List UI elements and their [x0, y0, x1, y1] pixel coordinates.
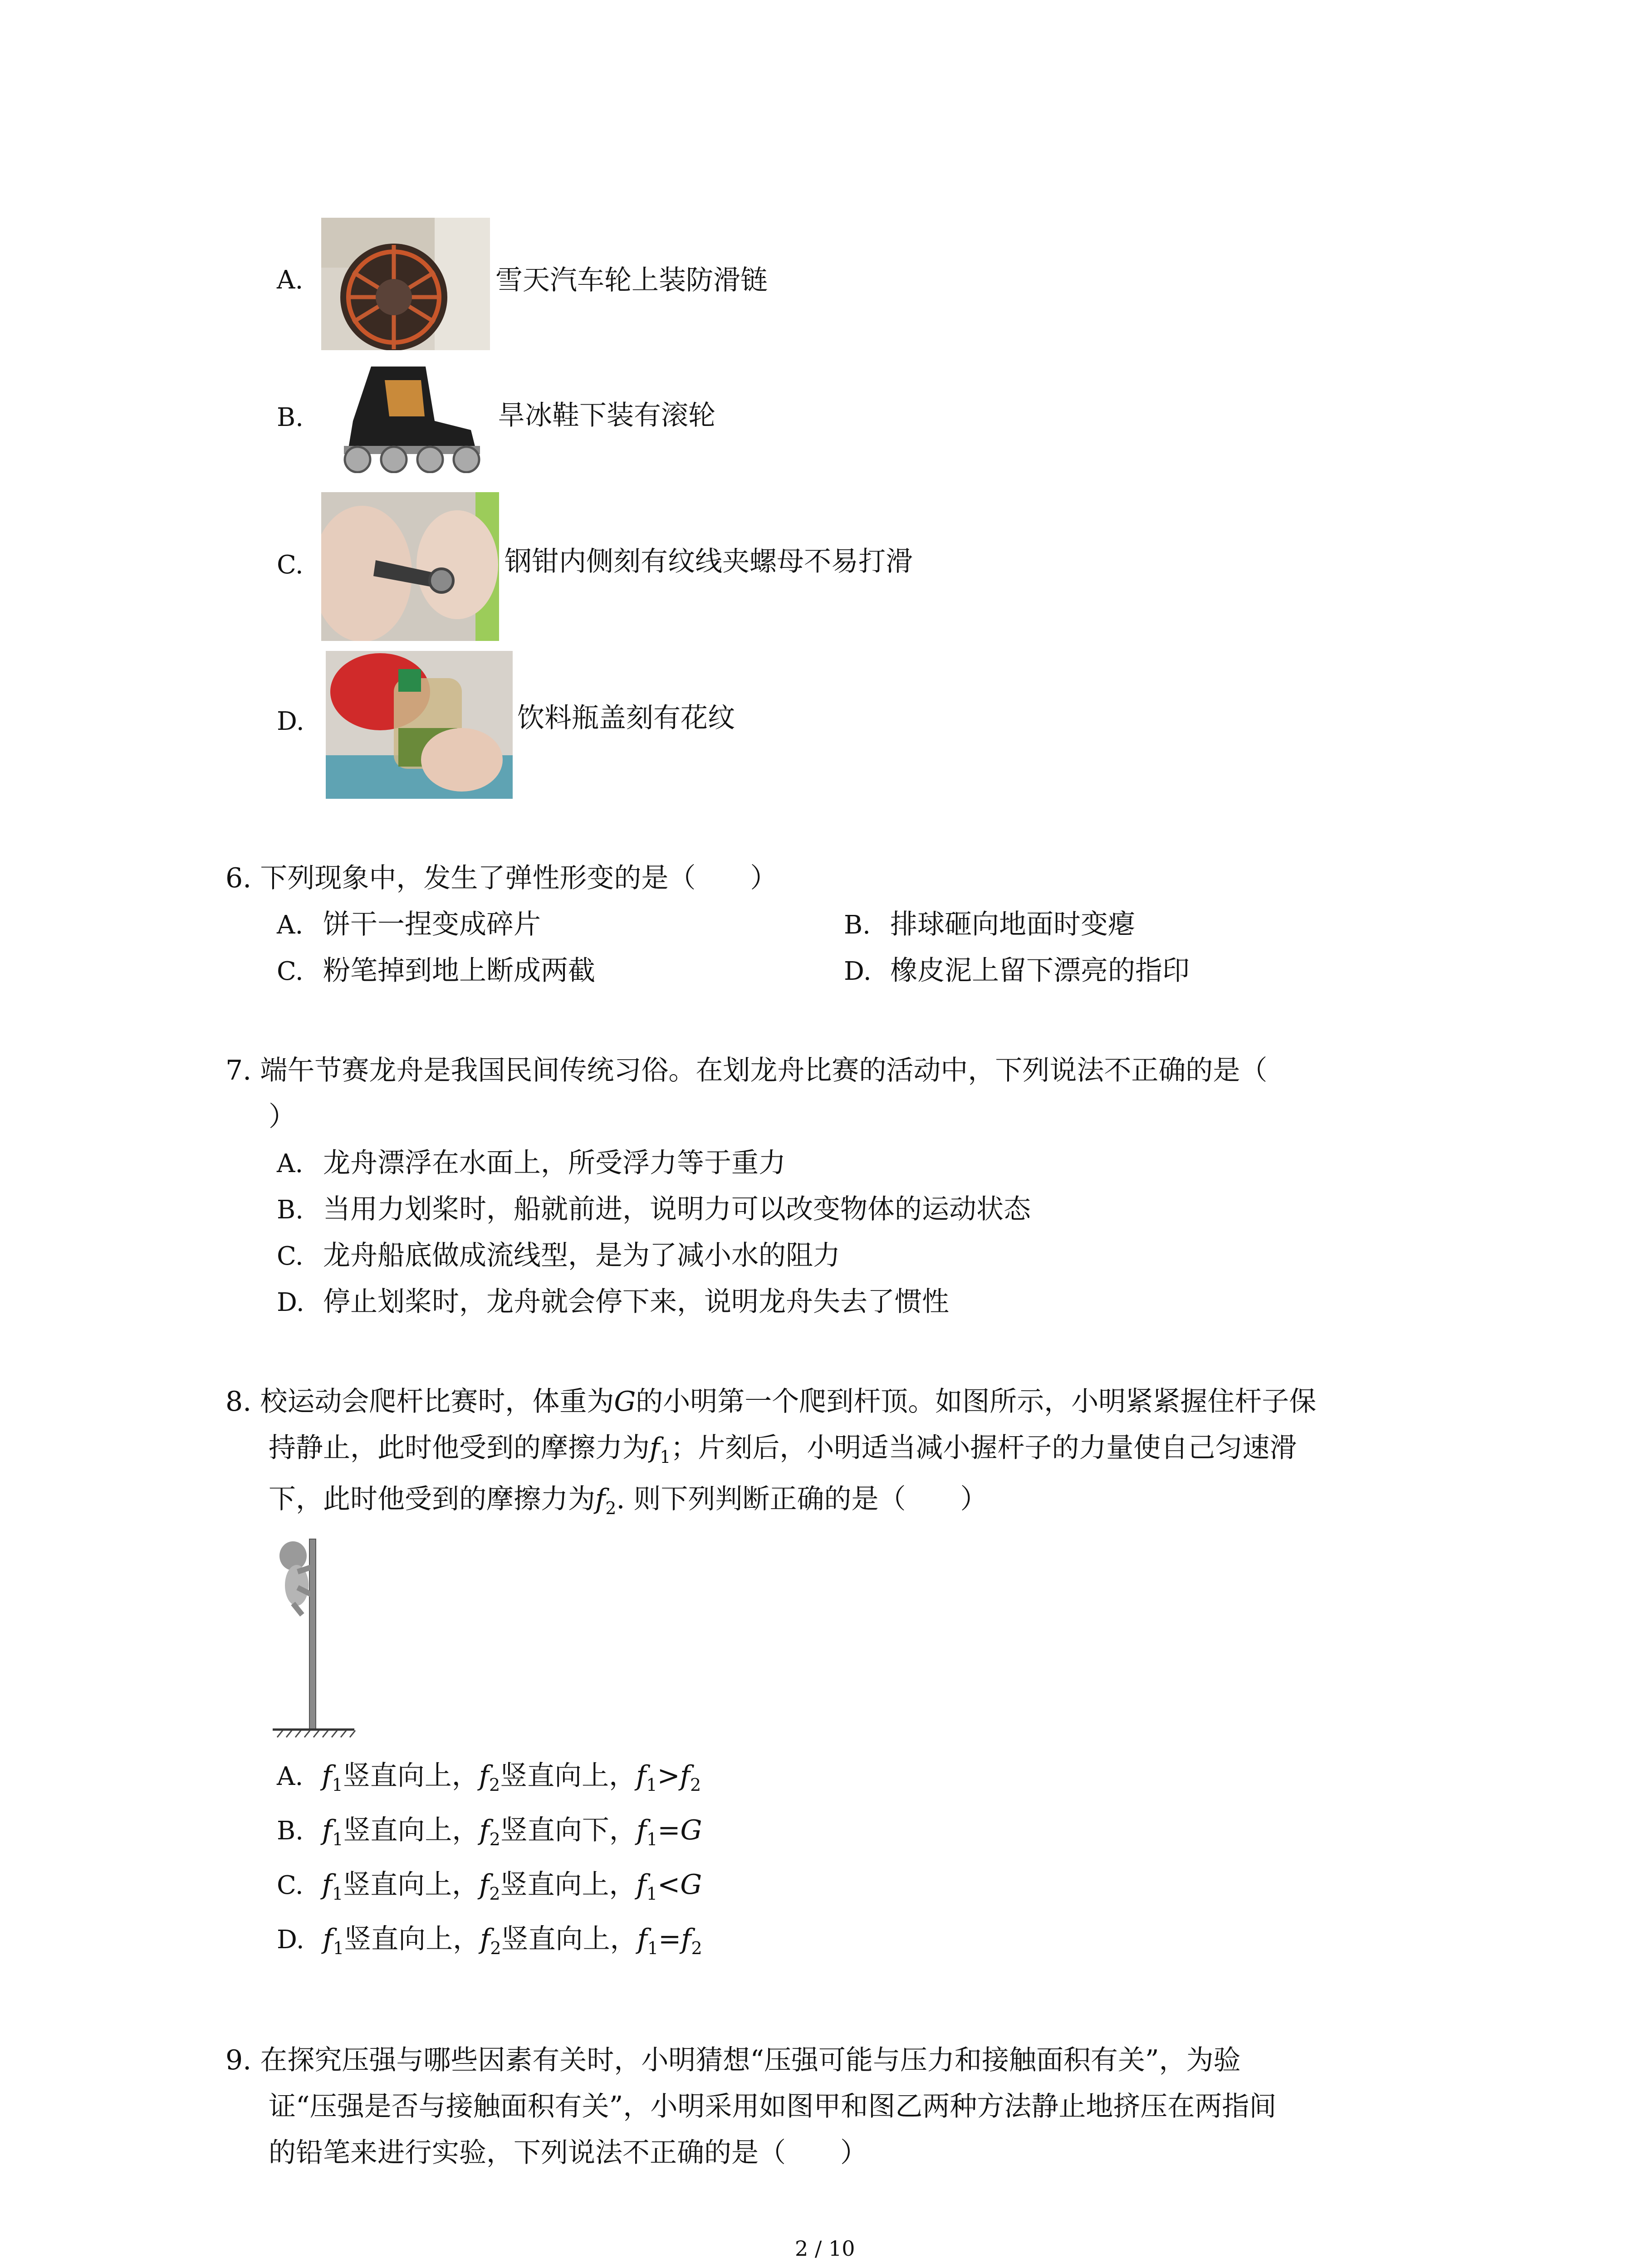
- q5-option-d-text: 饮料瓶盖刻有花纹: [517, 702, 735, 734]
- math-subscript: 2: [605, 1498, 617, 1518]
- q8-text: ；片刻后，小明适当减小握杆子的力量使自己匀速滑: [671, 1432, 1297, 1464]
- relation-symbol: =: [658, 1923, 681, 1955]
- relation-symbol: >: [657, 1760, 680, 1792]
- q8-option-c: [277, 1871, 702, 1902]
- q6-stem: 6. 下列现象中，发生了弹性形变的是（ ）: [225, 862, 778, 894]
- q5-option-d-label: D.: [277, 707, 304, 736]
- pliers-nut-image: [321, 492, 499, 641]
- math-subscript: 1: [646, 1775, 657, 1795]
- math-subscript: 1: [646, 1884, 657, 1904]
- math-var: f: [680, 1760, 691, 1792]
- direction-text: 竖直向上，: [501, 1923, 637, 1955]
- direction-text: 竖直向上，: [343, 1869, 480, 1901]
- q8-stem-line3: [269, 1483, 988, 1518]
- q6-option-d-label: D.: [844, 957, 872, 986]
- math-var: G: [680, 1814, 702, 1846]
- q7-stem-line1: 7. 端午节赛龙舟是我国民间传统习俗。在划龙舟比赛的活动中，下列说法不正确的是（: [225, 1055, 1268, 1086]
- math-var-f: f: [650, 1432, 660, 1464]
- math-var-f: f: [636, 1814, 647, 1846]
- q6-option-c-text: 粉笔掉到地上断成两截: [323, 955, 595, 987]
- math-subscript: 1: [647, 1938, 658, 1958]
- q7-option-d-label: D.: [277, 1288, 304, 1317]
- math-subscript: 1: [660, 1447, 671, 1467]
- bottle-cap-image: [326, 651, 513, 799]
- math-var-f: f: [323, 1923, 333, 1955]
- math-var-f: f: [636, 1760, 647, 1792]
- q8-stem-line1: [225, 1386, 1317, 1418]
- math-subscript: 1: [647, 1829, 658, 1849]
- q5-option-a-label: A.: [277, 265, 304, 295]
- math-var: G: [680, 1869, 702, 1901]
- pole-climbing-figure: [270, 1535, 361, 1744]
- math-subscript: 1: [332, 1884, 343, 1904]
- math-subscript: 2: [489, 1775, 500, 1795]
- q8-option-b: [277, 1814, 702, 1849]
- q9-stem-line3: 的铅笔来进行实验，下列说法不正确的是（ ）: [269, 2137, 867, 2169]
- q8-text: . 则下列判断正确的是（ ）: [616, 1483, 988, 1515]
- option-label: D.: [277, 1925, 304, 1955]
- math-var-f: f: [322, 1760, 332, 1792]
- q6-option-b-label: B.: [844, 910, 871, 940]
- q5-option-c-label: C.: [277, 550, 304, 580]
- math-var-f: f: [479, 1869, 490, 1901]
- q7-option-b-label: B.: [277, 1195, 304, 1225]
- q8-text: 8. 校运动会爬杆比赛时，体重为: [225, 1386, 614, 1418]
- q6-option-a-text: 饼干一捏变成碎片: [323, 909, 541, 940]
- math-var-f: f: [322, 1814, 333, 1846]
- math-var-f: f: [479, 1814, 490, 1846]
- relation-symbol: <: [657, 1869, 681, 1901]
- q7-option-b-text: 当用力划桨时，船就前进，说明力可以改变物体的运动状态: [323, 1193, 1031, 1225]
- option-label: B.: [277, 1816, 304, 1846]
- option-label: C.: [277, 1871, 304, 1900]
- math-subscript: 2: [690, 1775, 701, 1795]
- direction-text: 竖直向下，: [500, 1814, 637, 1846]
- math-subscript: 1: [333, 1938, 344, 1958]
- q8-option-d: [277, 1923, 702, 1958]
- q7-option-a-label: A.: [277, 1149, 304, 1178]
- q8-stem-line2: [269, 1434, 1297, 1466]
- roller-skate-image: [321, 362, 495, 473]
- math-subscript: 2: [490, 1938, 501, 1958]
- q6-option-a-label: A.: [277, 910, 304, 940]
- q6-option-c-label: C.: [277, 957, 304, 986]
- math-var-f: f: [595, 1483, 606, 1515]
- q5-option-b-label: B.: [277, 403, 304, 432]
- math-subscript: 1: [332, 1775, 343, 1795]
- direction-text: 竖直向上，: [343, 1760, 479, 1792]
- math-subscript: 2: [489, 1884, 500, 1904]
- q5-option-c-text: 钢钳内侧刻有纹线夹螺母不易打滑: [505, 546, 913, 577]
- q8-text: 持静止，此时他受到的摩擦力为: [269, 1432, 650, 1464]
- option-label: A.: [277, 1762, 304, 1791]
- q8-text: 下，此时他受到的摩擦力为: [269, 1483, 595, 1515]
- math-var: f: [681, 1923, 691, 1955]
- q5-option-a-text: 雪天汽车轮上装防滑链: [495, 264, 768, 296]
- q7-stem-line2: ）: [269, 1101, 296, 1133]
- q7-option-a-text: 龙舟漂浮在水面上，所受浮力等于重力: [323, 1147, 786, 1179]
- q6-option-b-text: 排球砸向地面时变瘪: [890, 909, 1135, 940]
- math-subscript: 2: [489, 1829, 500, 1849]
- math-var-g: G: [614, 1386, 636, 1418]
- math-var-f: f: [636, 1869, 647, 1901]
- direction-text: 竖直向上，: [500, 1760, 637, 1792]
- direction-text: 竖直向上，: [500, 1869, 637, 1901]
- direction-text: 竖直向上，: [344, 1923, 480, 1955]
- relation-symbol: =: [657, 1814, 681, 1846]
- q7-option-d-text: 停止划桨时，龙舟就会停下来，说明龙舟失去了惯性: [323, 1286, 949, 1318]
- q9-stem-line2: 证“压强是否与接触面积有关”，小明采用如图甲和图乙两种方法静止地挤压在两指间: [269, 2091, 1277, 2122]
- math-var-f: f: [637, 1923, 647, 1955]
- math-var-f: f: [480, 1923, 490, 1955]
- q5-option-b-text: 旱冰鞋下装有滚轮: [498, 400, 715, 431]
- q7-option-c-text: 龙舟船底做成流线型，是为了减小水的阻力: [323, 1240, 840, 1271]
- math-var-f: f: [322, 1869, 332, 1901]
- q7-option-c-label: C.: [277, 1242, 304, 1271]
- snow-chain-tire-image: [321, 218, 490, 350]
- direction-text: 竖直向上，: [343, 1814, 480, 1846]
- q9-stem-line1: 9. 在探究压强与哪些因素有关时，小明猜想“压强可能与压力和接触面积有关”，为验: [225, 2044, 1241, 2076]
- q8-text: 的小明第一个爬到杆顶。如图所示，小明紧紧握住杆子保: [636, 1386, 1317, 1418]
- math-var-f: f: [479, 1760, 489, 1792]
- math-subscript: 2: [691, 1938, 702, 1958]
- math-subscript: 1: [332, 1829, 343, 1849]
- q8-option-a: [277, 1762, 701, 1794]
- page-number: 2 / 10: [795, 2236, 855, 2261]
- q6-option-d-text: 橡皮泥上留下漂亮的指印: [890, 955, 1190, 987]
